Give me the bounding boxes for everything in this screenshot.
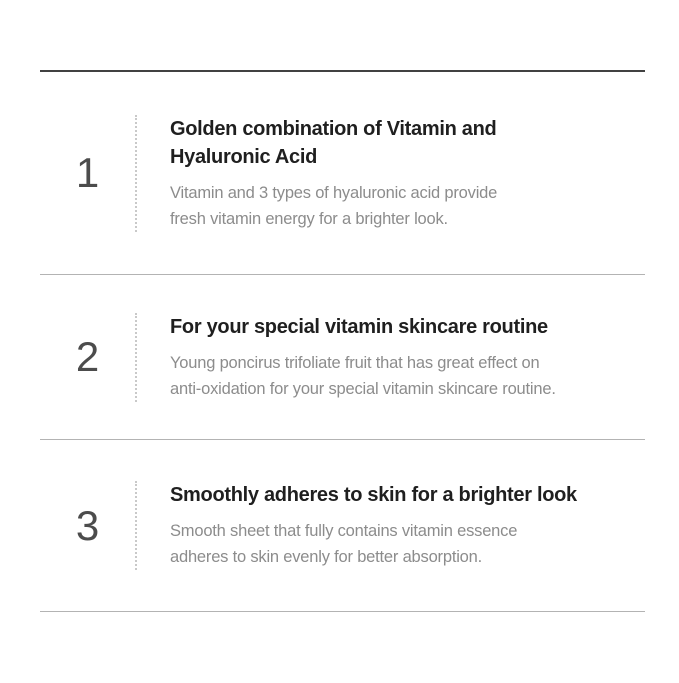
feature-2-description-line-2: anti-oxidation for your special vitamin skincare routine. (170, 379, 556, 398)
feature-1-text-block (135, 115, 497, 232)
feature-1-number-column (40, 149, 135, 196)
feature-3-title-line-1: Smoothly adheres to skin for a brighter look (170, 484, 577, 506)
feature-1-title-line-2: Hyaluronic Acid (170, 145, 318, 168)
feature-3-description-line-2: adheres to skin evenly for better absorption. (170, 548, 483, 566)
feature-1-description-line-1: Vitamin and 3 types of hyaluronic acid provide (170, 183, 498, 202)
feature-3-description-line-1: Smooth sheet that fully contains vitamin essence (170, 522, 518, 540)
feature-section-1 (40, 72, 645, 274)
bottom-rule (40, 611, 645, 612)
feature-1-description-line-2: fresh vitamin energy for a brighter look. (170, 209, 448, 228)
feature-2-description (170, 350, 556, 402)
feature-3-number: 3 (75, 501, 100, 549)
feature-1-title-line-1: Golden combination of Vitamin and (170, 117, 497, 140)
feature-1-number: 1 (75, 149, 100, 196)
feature-2-text-block (135, 313, 556, 402)
feature-1-description (170, 180, 497, 232)
feature-2-description-line-1: Young poncirus trifoliate fruit that has great effect on (170, 353, 540, 372)
content-column (40, 0, 645, 612)
feature-2-number-column (40, 333, 135, 380)
feature-2-number: 2 (75, 333, 100, 380)
feature-2-title (170, 313, 556, 341)
feature-2-title-line-1: For your special vitamin skincare routine (170, 315, 548, 338)
feature-section-2 (40, 275, 645, 439)
feature-3-text-block (135, 481, 577, 570)
feature-section-3 (40, 440, 645, 611)
feature-3-number-column (40, 501, 135, 549)
feature-3-description (170, 518, 577, 570)
feature-1-title (170, 115, 497, 171)
feature-3-title (170, 481, 577, 509)
